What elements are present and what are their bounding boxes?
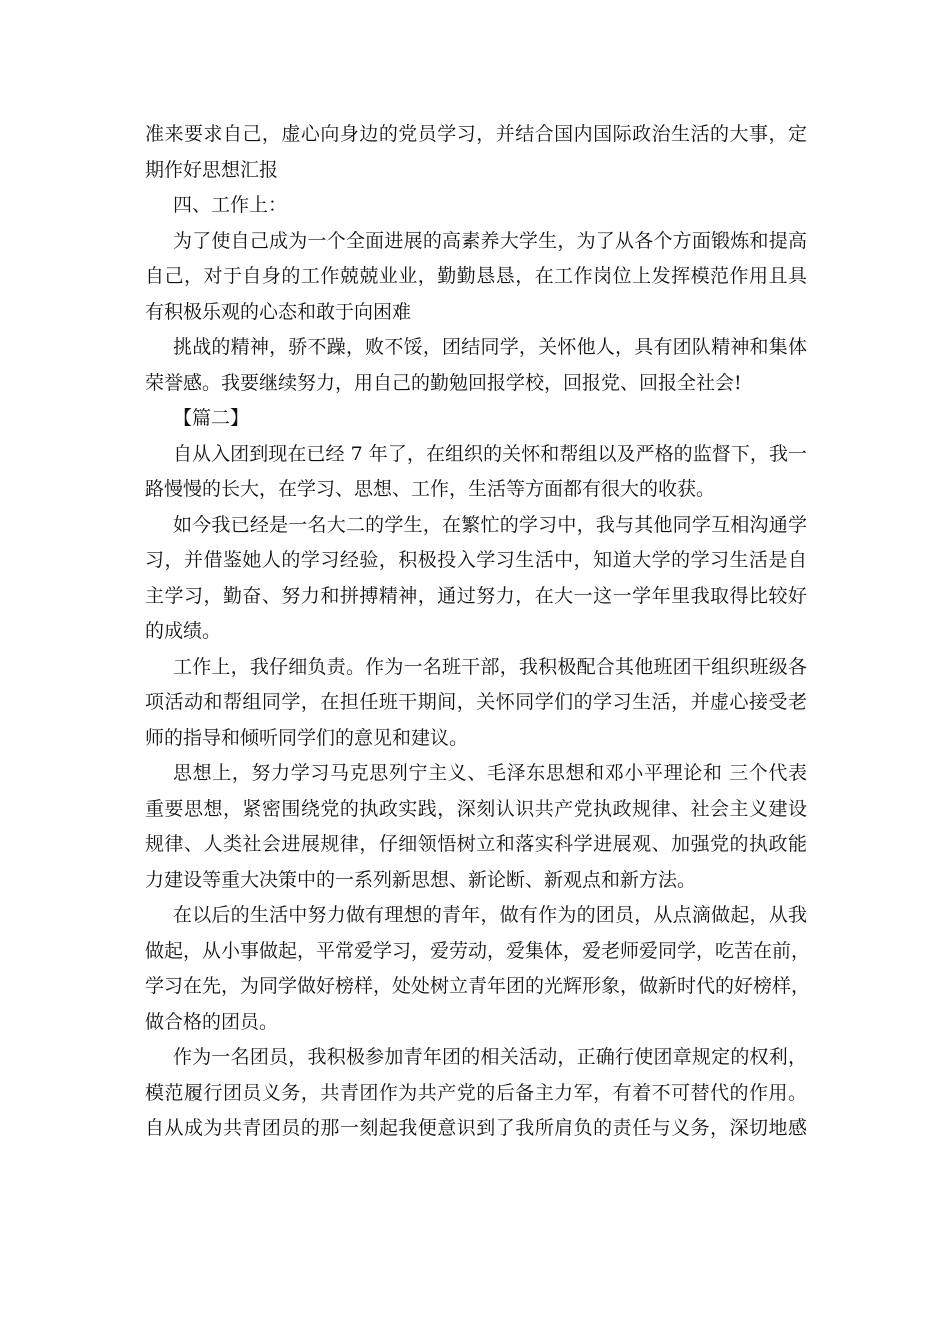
text-line: 工作上，我仔细负责。作为一名班干部，我积极配合其他班团干组织班级各 [173,655,807,678]
text-line: 挑战的精神，骄不躁，败不馁，团结同学，关怀他人，具有团队精神和集体 [173,336,807,358]
text-line: 主学习，勤奋、努力和拼搏精神，通过努力，在大一这一学年里我取得比较好 [145,584,807,607]
text-line: 规律、人类社会进展规律，仔细领悟树立和落实科学进展观、加强党的执政能 [145,833,807,855]
text-line: 师的指导和倾听同学们的意见和建议。 [145,726,469,749]
section-heading: 四、工作上： [173,194,288,216]
text-line: 作为一名团员，我积极参加青年团的相关活动，正确行使团章规定的权利， [173,1046,807,1068]
text-line: 习，并借鉴她人的学习经验，积极投入学习生活中，知道大学的学习生活是自 [145,549,807,571]
text-line: 期作好思想汇报 [145,158,279,181]
text-line: 荣誉感。我要继续努力，用自己的勤勉回报学校，回报党、回报全社会! [145,371,742,394]
text-line: 准来要求自己，虚心向身边的党员学习，并结合国内国际政治生活的大事，定 [145,123,807,145]
text-line: 有积极乐观的心态和敢于向困难 [145,300,412,323]
text-line: 的成绩。 [145,620,222,642]
section-heading: 【篇二】 [173,407,250,429]
text-line: 力建设等重大决策中的一系列新思想、新论断、新观点和新方法。 [145,868,697,891]
text-line: 自从成为共青团员的那一刻起我便意识到了我所肩负的责任与义务，深切地感 [145,1117,807,1139]
text-line: 做起，从小事做起，平常爱学习，爱劳动，爱集体，爱老师爱同学，吃苦在前， [145,939,811,962]
text-line: 思想上，努力学习马克思列宁主义、毛泽东思想和邓小平理论和 三个代表 [173,762,807,784]
text-line: 如今我已经是一名大二的学生，在繁忙的学习中，我与其他同学互相沟通学 [173,513,807,536]
text-line: 在以后的生活中努力做有理想的青年，做有作为的团员，从点滴做起，从我 [173,904,807,926]
text-line: 重要思想，紧密围绕党的执政实践，深刻认识共产党执政规律、社会主义建设 [145,797,807,820]
text-line: 路慢慢的长大，在学习、思想、工作，生活等方面都有很大的收获。 [145,478,716,500]
text-line: 模范履行团员义务，共青团作为共产党的后备主力军，有着不可替代的作用。 [145,1081,807,1104]
text-line: 学习在先，为同学做好榜样，处处树立青年团的光辉形象，做新时代的好榜样， [145,975,811,997]
document-page [145,117,811,1147]
text-line: 自从入团到现在已经 7 年了，在组织的关怀和帮组以及严格的监督下，我一 [173,442,807,465]
text-line: 项活动和帮组同学，在担任班干期间，关怀同学们的学习生活，并虚心接受老 [145,691,807,713]
text-line: 自己，对于自身的工作兢兢业业，勤勤恳恳，在工作岗位上发挥模范作用且具 [145,265,807,287]
text-line: 做合格的团员。 [145,1010,279,1033]
text-line: 为了使自己成为一个全面进展的高素养大学生，为了从各个方面锻炼和提高 [173,229,807,252]
